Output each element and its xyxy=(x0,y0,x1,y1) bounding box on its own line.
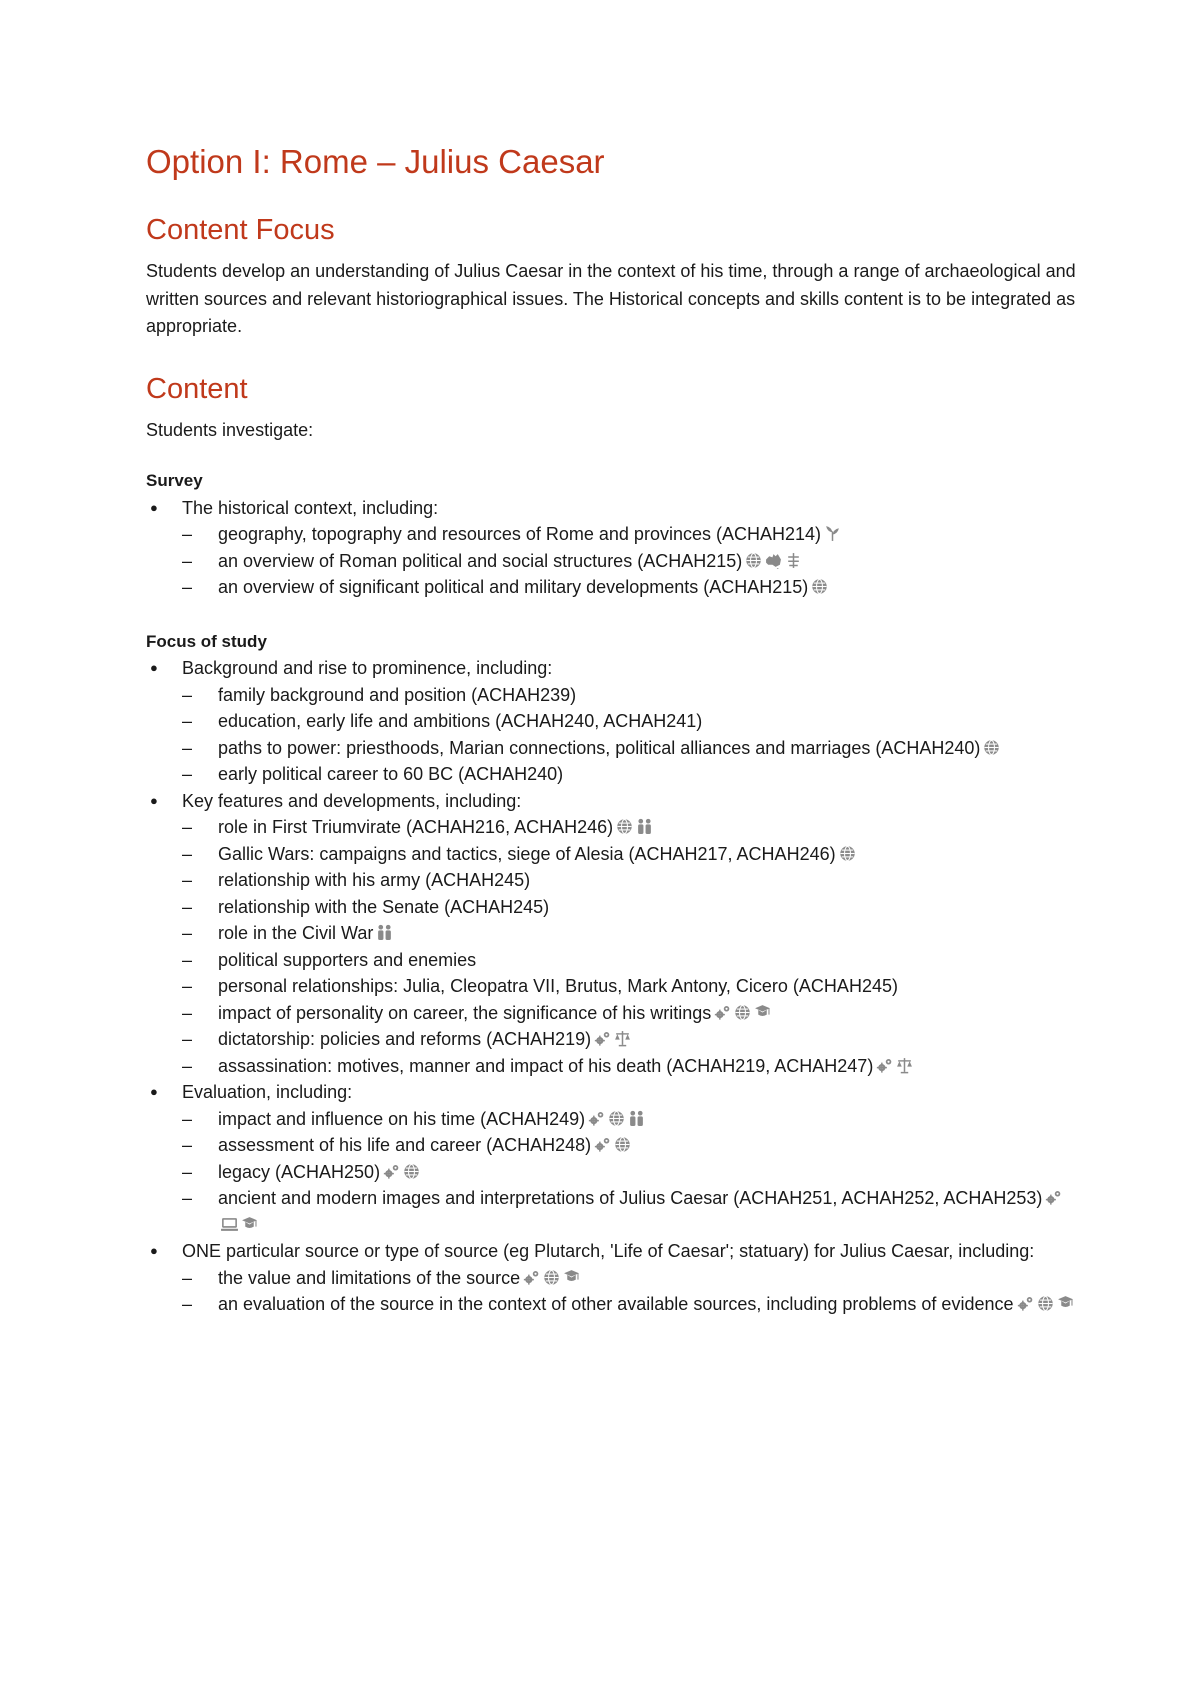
dash-item-text: political supporters and enemies xyxy=(218,949,477,970)
literacy-icon xyxy=(754,1004,771,1021)
dash-item-text: paths to power: priesthoods, Marian connections, political alliances and marriages (ACHAH240) xyxy=(218,737,981,758)
aboriginal-culture-icon xyxy=(785,552,802,569)
content-heading: Content xyxy=(146,372,248,405)
dash-marker: – xyxy=(182,949,193,970)
dash-item xyxy=(182,1291,1076,1318)
dash-item xyxy=(182,1132,1076,1159)
dash-item xyxy=(182,814,1076,841)
focus-list xyxy=(146,655,1076,1318)
dash-item-text: education, early life and ambitions (ACHAH240, ACHAH241) xyxy=(218,711,703,731)
bullet-item xyxy=(146,1238,1076,1318)
people-icon xyxy=(376,924,393,941)
dash-item xyxy=(182,1000,1076,1027)
bullet-text: The historical context, including: xyxy=(182,497,439,518)
dash-item-text: ancient and modern images and interpretations of Julius Caesar (ACHAH251, ACHAH252, ACHAH253) xyxy=(218,1188,1043,1208)
dash-item-text: role in the Civil War xyxy=(218,923,374,943)
dash-item-text: geography, topography and resources of Rome and provinces (ACHAH214) xyxy=(218,524,821,544)
dash-item xyxy=(182,867,1076,894)
dash-list xyxy=(182,1106,1076,1239)
dash-marker: – xyxy=(182,737,193,758)
content-intro: Students investigate: xyxy=(146,419,314,440)
dash-item xyxy=(182,1026,1076,1053)
dash-item-text: Gallic Wars: campaigns and tactics, siege of Alesia (ACHAH217, ACHAH246) xyxy=(218,843,836,864)
dash-marker: – xyxy=(182,1055,193,1076)
dash-marker: – xyxy=(182,817,193,837)
globe-icon xyxy=(1037,1295,1054,1312)
dash-list xyxy=(182,814,1076,1079)
focus-heading: Focus of study xyxy=(146,631,267,651)
dash-list xyxy=(182,1265,1076,1318)
people-icon xyxy=(636,818,653,835)
dash-item xyxy=(182,947,1076,974)
dash-item-text: personal relationships: Julia, Cleopatra VII, Brutus, Mark Antony, Cicero (ACHAH245) xyxy=(218,976,898,996)
dash-list xyxy=(182,521,1076,601)
globe-icon xyxy=(811,578,828,595)
dash-item-text: an overview of significant political and military developments (ACHAH215) xyxy=(218,577,809,597)
dash-item-text: assassination: motives, manner and impact of his death (ACHAH219, ACHAH247) xyxy=(218,1055,874,1076)
bullet-marker: ● xyxy=(150,660,158,675)
dash-marker: – xyxy=(182,1294,193,1314)
dash-item-text: legacy (ACHAH250) xyxy=(218,1161,381,1182)
ethics-icon xyxy=(614,1030,631,1047)
dash-item xyxy=(182,841,1076,868)
dash-marker: – xyxy=(182,711,193,731)
bullet-item xyxy=(146,495,1076,601)
critical-thinking-icon xyxy=(1045,1189,1062,1206)
globe-icon xyxy=(983,739,1000,756)
dash-marker: – xyxy=(182,1108,193,1129)
bullet-text: ONE particular source or type of source (eg Plutarch, 'Life of Caesar'; statuary) for Julius Caesar, including: xyxy=(182,1241,1035,1261)
critical-thinking-icon xyxy=(523,1269,540,1286)
survey-list xyxy=(146,495,1076,601)
literacy-icon xyxy=(1057,1295,1074,1312)
ict-icon xyxy=(221,1216,238,1233)
dash-marker: – xyxy=(182,1135,193,1155)
critical-thinking-icon xyxy=(876,1057,893,1074)
critical-thinking-icon xyxy=(594,1136,611,1153)
dash-marker: – xyxy=(182,764,193,784)
dash-marker: – xyxy=(182,976,193,996)
dash-item-text: role in First Triumvirate (ACHAH216, ACHAH246) xyxy=(218,817,614,837)
dash-item-text: an overview of Roman political and social structures (ACHAH215) xyxy=(218,550,743,571)
survey-heading: Survey xyxy=(146,471,203,490)
critical-thinking-icon xyxy=(714,1004,731,1021)
globe-icon xyxy=(734,1004,751,1021)
dash-item xyxy=(182,1185,1076,1238)
dash-item xyxy=(182,920,1076,947)
critical-thinking-icon xyxy=(594,1030,611,1047)
ethics-icon xyxy=(896,1057,913,1074)
dash-item-text: impact of personality on career, the significance of his writings xyxy=(218,1002,712,1023)
dash-item xyxy=(182,574,1076,601)
dash-list xyxy=(182,682,1076,788)
globe-icon xyxy=(614,1136,631,1153)
dash-marker: – xyxy=(182,684,193,705)
globe-icon xyxy=(403,1163,420,1180)
dash-item-text: relationship with the Senate (ACHAH245) xyxy=(218,896,550,917)
dash-item xyxy=(182,548,1076,575)
bullet-marker: ● xyxy=(150,1243,158,1258)
dash-marker: – xyxy=(182,1161,193,1182)
bullet-item xyxy=(146,1079,1076,1238)
globe-icon xyxy=(608,1110,625,1127)
dash-marker: – xyxy=(182,843,193,864)
dash-item xyxy=(182,682,1076,709)
dash-item-text: early political career to 60 BC (ACHAH240) xyxy=(218,764,564,784)
dash-item xyxy=(182,1159,1076,1186)
dash-item-text: the value and limitations of the source xyxy=(218,1267,521,1288)
australia-icon xyxy=(765,552,782,569)
page-title: Option I: Rome – Julius Caesar xyxy=(146,143,605,180)
dash-marker: – xyxy=(182,896,193,917)
dash-item xyxy=(182,521,1076,548)
dash-item xyxy=(182,1265,1076,1292)
literacy-icon xyxy=(563,1269,580,1286)
dash-item xyxy=(182,735,1076,762)
dash-item xyxy=(182,894,1076,921)
literacy-icon xyxy=(241,1216,258,1233)
dash-marker: – xyxy=(182,550,193,571)
content-focus-text: Students develop an understanding of Julius Caesar in the context of his time, through a range of archaeological and written sources and relevant historiographical issues. The Historical concepts and skills content is to be integrated as appropriate. xyxy=(146,261,1076,336)
critical-thinking-icon xyxy=(588,1110,605,1127)
bullet-text: Evaluation, including: xyxy=(182,1082,353,1102)
globe-icon xyxy=(839,845,856,862)
dash-item-text: assessment of his life and career (ACHAH248) xyxy=(218,1135,592,1155)
dash-item xyxy=(182,761,1076,788)
dash-item xyxy=(182,973,1076,1000)
bullet-text: Key features and developments, including: xyxy=(182,790,522,811)
critical-thinking-icon xyxy=(383,1163,400,1180)
globe-icon xyxy=(543,1269,560,1286)
dash-item xyxy=(182,1053,1076,1080)
dash-item-text: relationship with his army (ACHAH245) xyxy=(218,870,531,890)
dash-item xyxy=(182,1106,1076,1133)
critical-thinking-icon xyxy=(1017,1295,1034,1312)
dash-item-text: an evaluation of the source in the context of other available sources, including problems of evidence xyxy=(218,1294,1014,1314)
dash-marker: – xyxy=(182,1267,193,1288)
globe-icon xyxy=(745,552,762,569)
dash-marker: – xyxy=(182,524,193,544)
bullet-marker: ● xyxy=(150,499,158,515)
dash-marker: – xyxy=(182,870,193,890)
dash-marker: – xyxy=(182,1188,193,1208)
bullet-text: Background and rise to prominence, including: xyxy=(182,658,553,678)
content-focus-heading: Content Focus xyxy=(146,214,335,246)
bullet-marker: ● xyxy=(150,1084,158,1099)
bullet-marker: ● xyxy=(150,792,158,808)
dash-item xyxy=(182,708,1076,735)
dash-marker: – xyxy=(182,923,193,943)
sustainability-icon xyxy=(824,525,841,542)
dash-marker: – xyxy=(182,577,193,597)
dash-item-text: impact and influence on his time (ACHAH249) xyxy=(218,1108,586,1129)
dash-item-text: family background and position (ACHAH239) xyxy=(218,684,577,705)
people-icon xyxy=(628,1110,645,1127)
dash-marker: – xyxy=(182,1029,193,1049)
document-content xyxy=(146,142,1076,1318)
dash-item-text: dictatorship: policies and reforms (ACHAH219) xyxy=(218,1029,592,1049)
dash-marker: – xyxy=(182,1002,193,1023)
globe-icon xyxy=(616,818,633,835)
bullet-item xyxy=(146,655,1076,788)
bullet-item xyxy=(146,788,1076,1080)
